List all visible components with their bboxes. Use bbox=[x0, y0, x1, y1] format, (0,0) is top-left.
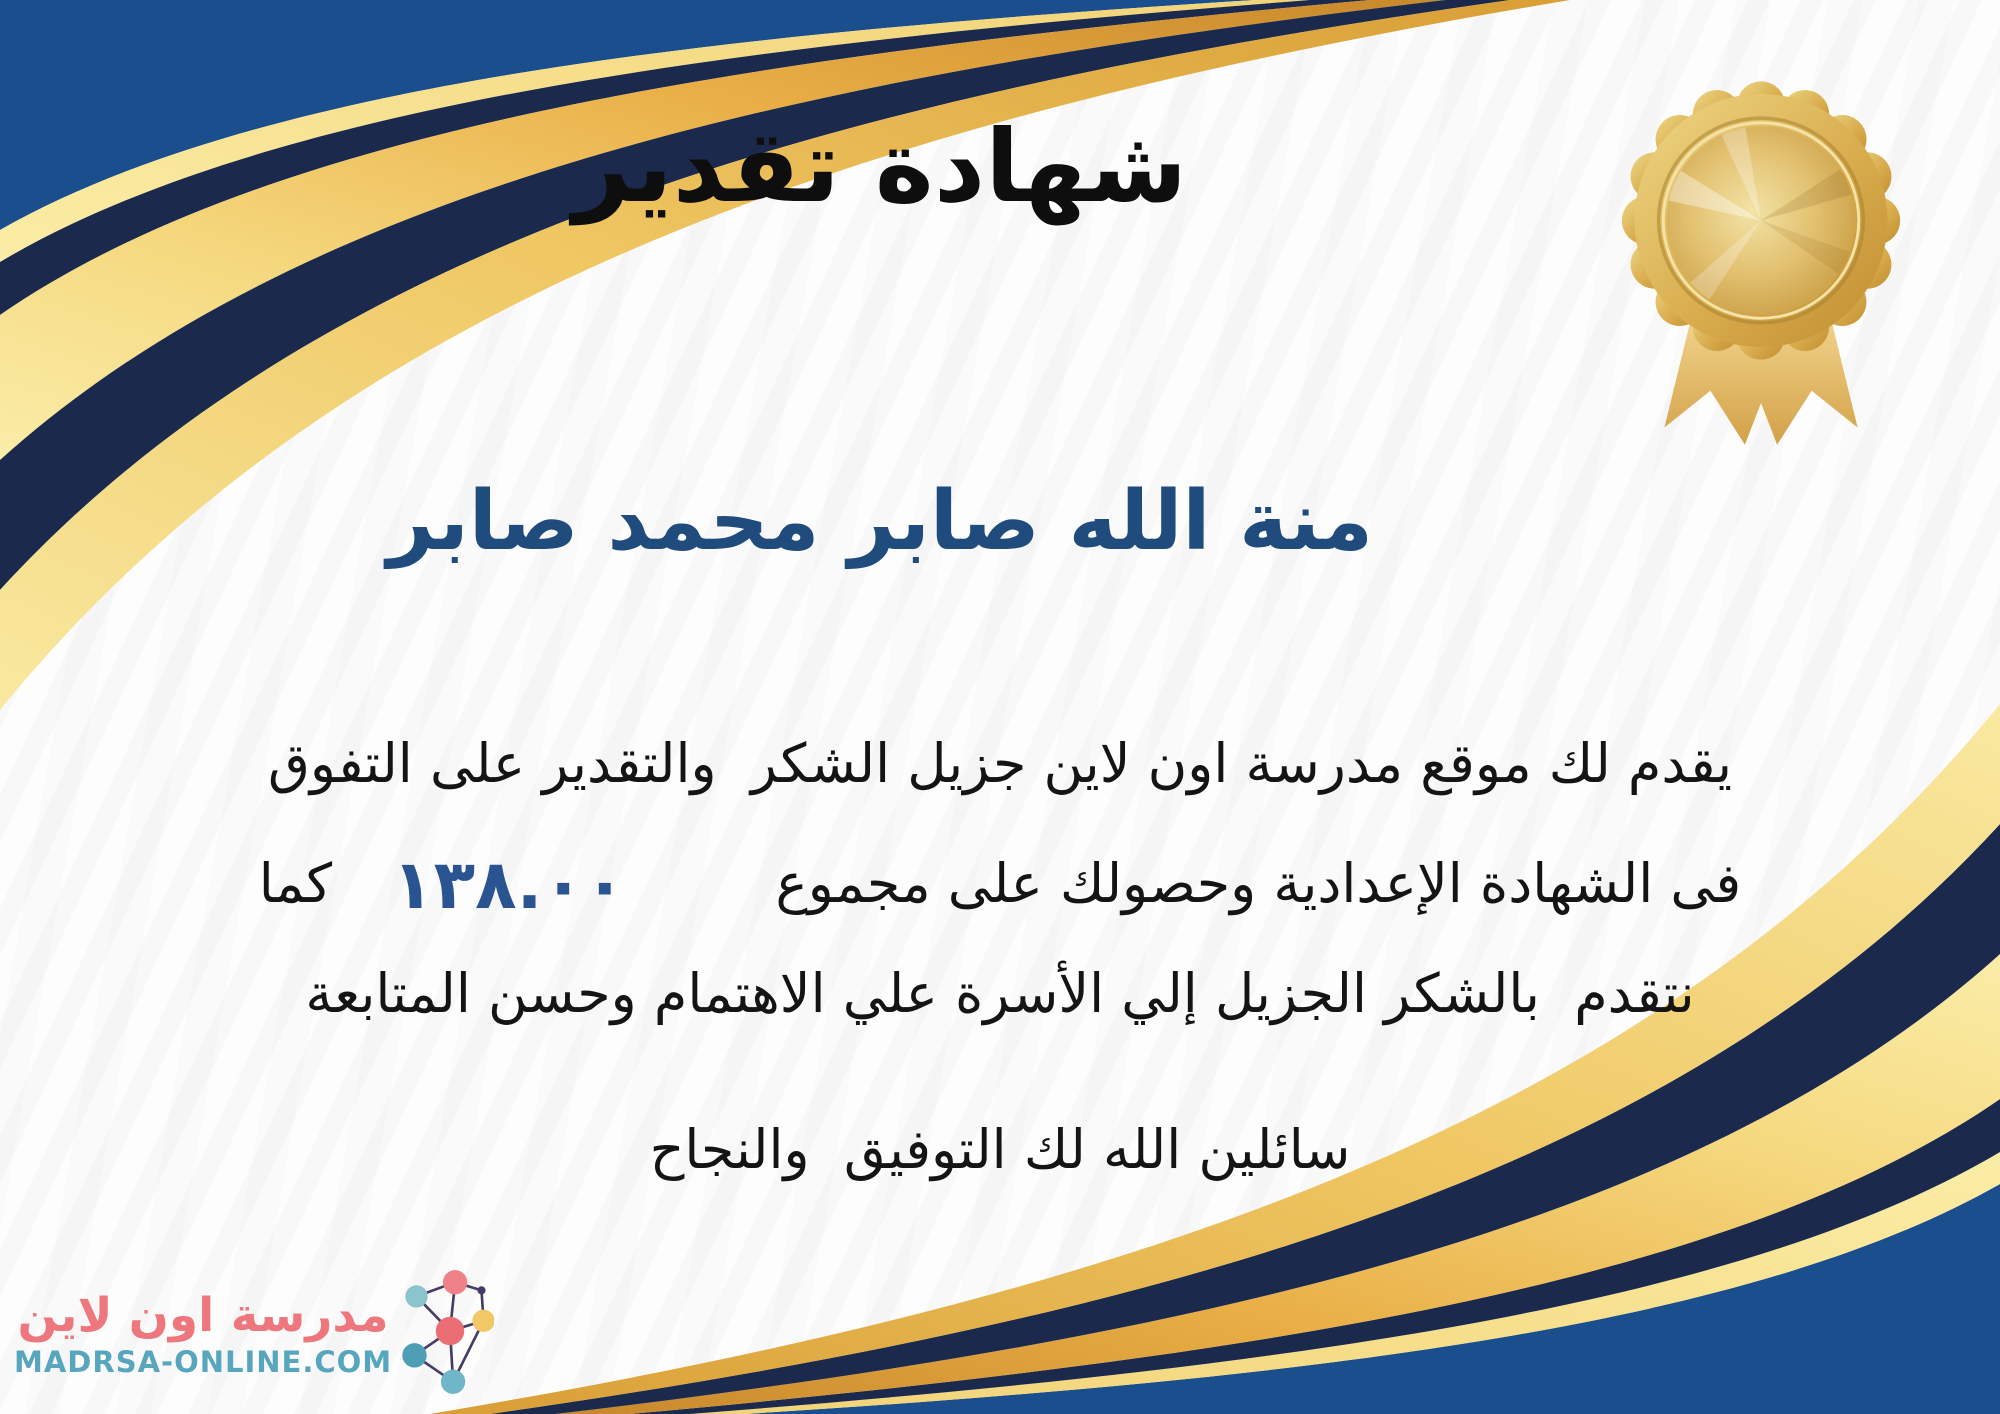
body-line-1: يقدم لك موقع مدرسة اون لاين جزيل الشكر والتقدير على التفوق bbox=[267, 732, 1733, 795]
logo-website: MADRSA-ONLINE.COM bbox=[14, 1345, 393, 1380]
body-line-3: نتقدم بالشكر الجزيل إلي الأسرة علي الاهتمام وحسن المتابعة bbox=[305, 962, 1695, 1025]
site-logo bbox=[14, 1268, 494, 1400]
body-line-2-left: كما bbox=[258, 852, 333, 915]
score-value: ١٣٨.٠٠ bbox=[392, 846, 626, 925]
site-logo-texts bbox=[14, 1289, 392, 1379]
student-name: منة الله صابر محمد صابر bbox=[386, 474, 1374, 569]
network-logo-icon bbox=[402, 1268, 494, 1400]
logo-node bbox=[443, 1270, 467, 1294]
body-line-2-right: فى الشهادة الإعدادية وحصولك على مجموع bbox=[775, 852, 1742, 915]
logo-node bbox=[406, 1285, 428, 1307]
top-left-swoosh bbox=[0, 0, 1570, 710]
logo-node bbox=[436, 1317, 464, 1345]
logo-node bbox=[402, 1343, 426, 1367]
logo-node bbox=[473, 1310, 495, 1332]
bottom-right-swoosh bbox=[430, 704, 2000, 1414]
logo-node bbox=[441, 1370, 465, 1394]
body-line-2 bbox=[0, 846, 2000, 925]
closing-line: سائلين الله لك التوفيق والنجاح bbox=[649, 1118, 1351, 1181]
certificate-title: شهادة تقدير bbox=[572, 108, 1188, 225]
logo-arabic-name: مدرسة اون لاين bbox=[17, 1287, 389, 1343]
